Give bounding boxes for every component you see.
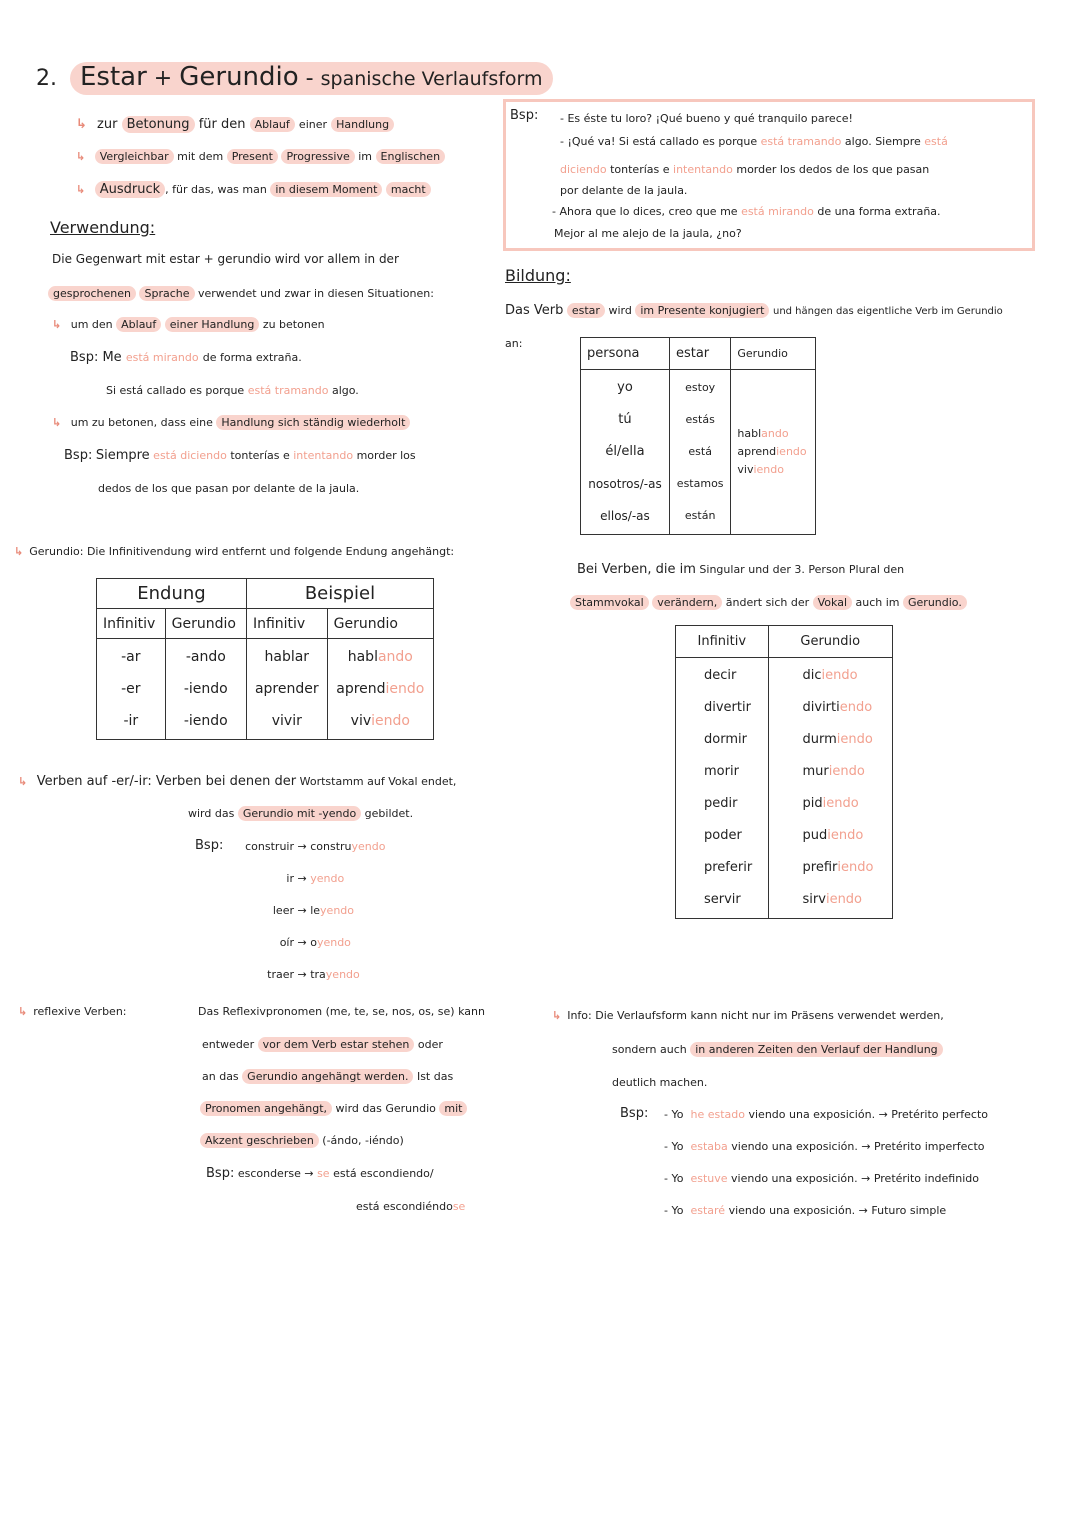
intro-text: für den (198, 117, 246, 132)
arrow-icon: ↳ (52, 416, 62, 429)
pink-text: estuve (690, 1172, 728, 1185)
info-examples (664, 1108, 988, 1236)
text: ändert (725, 596, 763, 609)
stamm-line-1 (577, 562, 904, 577)
stamm-infinitiv: divertir (704, 700, 751, 715)
stamm-infinitiv: preferir (704, 860, 753, 875)
highlight: estar (567, 303, 605, 318)
persona-cell: ellos/-as (600, 509, 650, 523)
gerundio-cell (737, 461, 809, 479)
stamm-header: Gerundio (768, 626, 892, 658)
ending: yendo (320, 904, 355, 917)
verwendung-line-2 (48, 287, 434, 300)
stamm-infinitiv: dormir (704, 732, 747, 747)
stamm-gerundio (803, 756, 886, 788)
text: 3. Person (794, 563, 846, 576)
stem: habl (347, 649, 378, 665)
example-box-line-4: por delante de la jaula. (560, 184, 688, 197)
highlight: im Presente konjugiert (635, 303, 769, 318)
highlight: Gerundio. (903, 595, 967, 610)
example-gerundio (334, 705, 427, 737)
ending-header: Endung (97, 579, 247, 609)
arrow-icon: ↳ (76, 150, 86, 163)
text: Vokal endet, (388, 775, 457, 788)
stem: durm (802, 732, 837, 747)
stem: tra (310, 968, 326, 981)
bsp-label: Bsp: (70, 350, 99, 365)
text: den (883, 563, 905, 576)
intro-text: mit (177, 150, 196, 163)
ending: iendo (837, 860, 874, 875)
stamm-gerundio (803, 660, 886, 692)
stem: sirv (802, 892, 826, 907)
highlight: einer Handlung (165, 317, 260, 332)
info-bsp-label: Bsp: (620, 1106, 649, 1121)
example-box-line-3 (560, 163, 929, 176)
example-box-line-1: - Es éste tu loro? ¡Qué bueno y qué tranquilo parece! (560, 112, 853, 125)
arrow-icon: → (304, 1167, 314, 1180)
verwendung-example-3 (64, 448, 416, 463)
estar-cell: estoy (685, 381, 716, 394)
reflexiv-line-1: Das Reflexivpronomen (me, te, se, nos, os, se) kann (198, 1005, 485, 1018)
text: (-ándo, -iéndo) (322, 1134, 404, 1147)
text: - Ahora que lo dices, creo que me (552, 205, 738, 218)
verwendung-example-1 (70, 350, 302, 365)
subject: - Yo (664, 1204, 684, 1217)
yendo-row (236, 968, 416, 1000)
text: viendo una exposición. (728, 1204, 856, 1217)
info-line-3: deutlich machen. (612, 1076, 708, 1089)
ending: ando (761, 427, 789, 440)
persona-cell: nosotros/-as (588, 477, 662, 491)
arrow-icon: ↳ (18, 775, 28, 788)
ending: iendo (822, 796, 859, 811)
intro-highlight: Ausdruck (95, 181, 165, 198)
text: de forma extraña. (202, 351, 302, 364)
arrow-icon: → (297, 872, 307, 885)
example-infinitiv: aprender (254, 681, 319, 697)
stem: aprend (737, 445, 777, 458)
highlight: verändern, (652, 595, 722, 610)
verwendung-heading: Verwendung: (50, 218, 156, 237)
ending: iendo (821, 668, 858, 683)
subheader: Gerundio (165, 609, 246, 639)
text: viendo una exposición. (748, 1108, 876, 1121)
text: viendo una exposición. (731, 1140, 858, 1153)
yendo-row (236, 840, 416, 872)
info-line-2 (612, 1043, 943, 1056)
text: Gerundio: Die Infinitivendung wird entfernt und folgende Endung angehängt: (29, 545, 455, 558)
text: está (333, 1167, 357, 1180)
arrow-icon: ↳ (76, 117, 87, 132)
bsp-label: Bsp: (64, 448, 93, 463)
intro-line-3 (76, 182, 431, 197)
text: sondern auch (612, 1043, 687, 1056)
info-row (664, 1204, 988, 1236)
text: sich der (765, 596, 810, 609)
subject: - Yo (664, 1172, 684, 1185)
intro-highlight: Ablauf (250, 117, 295, 132)
tense: → Pretérito perfecto (878, 1108, 988, 1121)
example-infinitiv: vivir (271, 713, 302, 729)
stem: pud (802, 828, 828, 843)
stem: divirti (802, 700, 840, 715)
example-box-line-5 (552, 205, 941, 218)
text: wird das Gerundio (335, 1102, 436, 1115)
subject: - Yo (664, 1108, 684, 1121)
example-box-line-2 (560, 135, 948, 148)
reflexiv-label (18, 1005, 127, 1018)
info-row (664, 1108, 988, 1140)
section-number: 2. (36, 66, 57, 91)
intro-highlight: Englischen (376, 149, 446, 164)
infinitive: ir (286, 872, 294, 885)
arrow-icon: ↳ (18, 1005, 28, 1018)
text: algo. (331, 384, 359, 397)
text: und der (748, 563, 791, 576)
estar-cell: está (688, 445, 712, 458)
ending: ando (377, 649, 413, 665)
conj-header-persona: persona (581, 338, 670, 370)
ending: iendo (825, 892, 863, 907)
intro-highlight: macht (386, 182, 431, 197)
stem: habl (737, 427, 762, 440)
tense: → Pretérito indefinido (861, 1172, 979, 1185)
ending: iendo (776, 445, 807, 458)
text: Si está callado es porque (106, 384, 245, 397)
highlight: Stammvokal (570, 595, 649, 610)
pink-text: se (452, 1200, 466, 1213)
example-box-line-6: Mejor al me alejo de la jaula, ¿no? (554, 227, 742, 240)
text: reflexive Verben: (33, 1005, 127, 1018)
bildung-heading: Bildung: (505, 266, 571, 285)
ending: iendo (827, 828, 864, 843)
yendo-row (236, 936, 416, 968)
highlight: Pronomen angehängt, (200, 1101, 332, 1116)
title-dash: - (305, 66, 314, 91)
ending-infinitiv: -ir (123, 713, 139, 729)
text: gebildet. (364, 807, 414, 820)
arrow-icon: ↳ (552, 1009, 562, 1022)
text: Info: Die Verlaufsform kann nicht nur im Präsens verwendet werden, (567, 1009, 944, 1022)
highlight: vor dem Verb estar stehen (258, 1037, 415, 1052)
arrow-icon: → (297, 840, 307, 853)
info-row (664, 1172, 988, 1204)
stem: dic (802, 668, 822, 683)
yendo-line-1 (18, 774, 456, 789)
intro-text: man (242, 183, 267, 196)
ending: yendo (310, 872, 345, 885)
text: algo. Siempre (844, 135, 921, 148)
text: de una forma extraña. (817, 205, 941, 218)
highlight: Ablauf (116, 317, 161, 332)
stamm-gerundio (803, 820, 886, 852)
stamm-infinitiv: morir (704, 764, 739, 779)
example-gerundio (334, 641, 427, 673)
subject: - Yo (664, 1140, 684, 1153)
ending-table (96, 578, 434, 740)
intro-text: einer (298, 118, 328, 131)
pink-text: está tramando (760, 135, 842, 148)
text: Plural (848, 563, 880, 576)
beispiel-header: Beispiel (246, 579, 433, 609)
ending: yendo (325, 968, 360, 981)
stamm-infinitiv: poder (704, 828, 742, 843)
text: Verben auf -er/-ir: Verben bei denen der (36, 774, 297, 789)
subheader: Gerundio (327, 609, 433, 639)
stamm-gerundio (803, 788, 886, 820)
yendo-row (236, 904, 416, 936)
highlight: in anderen Zeiten den Verlauf der Handlung (690, 1042, 942, 1057)
verwendung-example-2 (106, 384, 359, 397)
highlight: Vokal (813, 595, 852, 610)
bildung-line-2: an: (505, 337, 523, 350)
reflexiv-line-3 (202, 1070, 453, 1083)
pink-text: está (924, 135, 948, 148)
page-title (36, 62, 553, 92)
ending: iendo (828, 764, 865, 779)
stem: le (310, 904, 321, 917)
ending-infinitiv: -er (121, 681, 141, 697)
stamm-gerundio (803, 852, 886, 884)
intro-highlight: in diesem Moment (270, 182, 382, 197)
text: Siempre (95, 448, 150, 463)
text: morder los (356, 449, 416, 462)
gerundio-cell (737, 443, 809, 461)
stem: viv (737, 463, 754, 476)
conjugation-table (580, 337, 816, 535)
highlight: gesprochenen (48, 286, 136, 301)
arrow-icon: ↳ (76, 183, 86, 196)
text: morder los dedos de los que pasan (736, 163, 930, 176)
intro-text: im (358, 150, 373, 163)
pink-text: se (317, 1167, 330, 1180)
estar-cell: estás (685, 413, 715, 426)
ending: endo (839, 700, 873, 715)
pink-text: está mirando (741, 205, 814, 218)
stem: o (310, 936, 317, 949)
intro-text: dem (198, 150, 224, 163)
stem: viv (350, 713, 372, 729)
stem: mur (802, 764, 829, 779)
text: viendo una exposición. (731, 1172, 858, 1185)
text: está (356, 1200, 380, 1213)
highlight: Gerundio angehängt werden. (242, 1069, 413, 1084)
ending: iendo (753, 463, 784, 476)
tense: → Futuro simple (858, 1204, 947, 1217)
verwendung-line-4 (52, 416, 410, 429)
reflexiv-example-1 (206, 1166, 434, 1181)
verwendung-line-1: Die Gegenwart mit estar + gerundio wird vor allem in der (52, 252, 399, 266)
text: wird (608, 304, 632, 317)
reflexiv-line-5 (200, 1134, 404, 1147)
stamm-infinitiv: servir (704, 892, 741, 907)
pink-text: estaba (690, 1140, 728, 1153)
conj-header-estar: estar (669, 338, 730, 370)
estar-cell: están (684, 509, 716, 522)
text: Me (102, 350, 122, 365)
text: escondiendo/ (360, 1167, 434, 1180)
intro-highlight: Handlung (331, 117, 394, 132)
verwendung-line-3 (52, 318, 325, 331)
stamm-infinitiv: decir (704, 668, 737, 683)
text: esconderse (237, 1167, 301, 1180)
stem: aprend (336, 681, 386, 697)
text: auf (367, 775, 385, 788)
example-infinitiv: hablar (264, 649, 310, 665)
bsp-label: Bsp: (206, 1166, 235, 1181)
highlight: Gerundio mit -yendo (238, 806, 361, 821)
text: tonterías e (610, 163, 670, 176)
text: Bei Verben, die im (577, 562, 696, 577)
stamm-header: Infinitiv (676, 626, 769, 658)
stamm-table (675, 625, 893, 919)
ending: yendo (351, 840, 386, 853)
reflexiv-example-2 (356, 1200, 465, 1213)
intro-text: zur (97, 117, 118, 132)
subheader: Infinitiv (246, 609, 327, 639)
persona-cell: él/ella (605, 444, 645, 459)
pink-text: está diciendo (153, 449, 227, 462)
title-subtitle: spanische Verlaufsform (320, 68, 543, 90)
arrow-icon: ↳ (52, 318, 62, 331)
highlight: Handlung sich ständig wiederholt (216, 415, 410, 430)
intro-highlight: Present (227, 149, 278, 164)
pink-text: está mirando (125, 351, 199, 364)
text: Ist das (416, 1070, 454, 1083)
stem: prefir (802, 860, 838, 875)
highlight: Sprache (139, 286, 194, 301)
infinitive: leer (272, 904, 294, 917)
bildung-line-1 (505, 303, 1003, 318)
intro-highlight: Betonung (122, 116, 195, 133)
yendo-row (236, 872, 416, 904)
estar-cell: estamos (676, 477, 724, 490)
yendo-bsp-label: Bsp: (195, 838, 224, 853)
info-row (664, 1140, 988, 1172)
intro-text: , für das, was (165, 183, 239, 196)
pink-text: diciendo (560, 163, 607, 176)
ending: iendo (385, 681, 425, 697)
stem: constru (310, 840, 352, 853)
text: tonterías e (230, 449, 290, 462)
ending-infinitiv: -ar (121, 649, 141, 665)
ending: iendo (836, 732, 873, 747)
reflexiv-line-4 (200, 1102, 467, 1115)
stamm-gerundio (803, 692, 886, 724)
arrow-icon: → (297, 904, 307, 917)
title-estar: Estar (80, 62, 147, 92)
ending-gerundio: -iendo (183, 713, 228, 729)
intro-line-1 (76, 117, 394, 132)
text: auch im (855, 596, 900, 609)
pink-text: estaré (690, 1204, 726, 1217)
stamm-gerundio (803, 884, 886, 916)
yendo-line-2 (188, 807, 413, 820)
text: an das (202, 1070, 239, 1083)
highlight: mit (439, 1101, 467, 1116)
gerundio-rule (14, 545, 454, 558)
arrow-icon: → (297, 936, 307, 949)
tense: → Pretérito imperfecto (861, 1140, 985, 1153)
intro-line-2 (76, 150, 445, 163)
subheader: Infinitiv (97, 609, 166, 639)
text: wird das (188, 807, 235, 820)
conj-header-gerundio: Gerundio (731, 338, 816, 370)
text: Das Verb (505, 303, 564, 318)
reflexiv-line-2 (202, 1038, 443, 1051)
pink-text: intentando (293, 449, 354, 462)
highlight: Akzent geschrieben (200, 1133, 319, 1148)
example-box-label: Bsp: (510, 108, 539, 123)
ending-gerundio: -ando (185, 649, 226, 665)
ending-gerundio: -iendo (183, 681, 228, 697)
text: um den (70, 318, 113, 331)
text: Singular (699, 563, 745, 576)
infinitive: construir (245, 840, 294, 853)
pink-text: intentando (673, 163, 733, 176)
example-gerundio (334, 673, 427, 705)
text: zu betonen (262, 318, 325, 331)
text: - ¡Qué va! Si está callado es porque (560, 135, 758, 148)
ending: iendo (371, 713, 410, 729)
arrow-icon: → (297, 968, 307, 981)
pink-text: está tramando (247, 384, 329, 397)
text: Wortstamm (299, 775, 364, 788)
stamm-gerundio (803, 724, 886, 756)
infinitive: traer (267, 968, 294, 981)
text: um zu betonen, dass eine (70, 416, 213, 429)
title-plus: + (153, 66, 173, 91)
yendo-examples (236, 840, 416, 1000)
persona-cell: yo (617, 380, 633, 395)
intro-highlight: Progressive (281, 149, 354, 164)
text: entweder (202, 1038, 255, 1051)
text: escondiéndo (383, 1200, 453, 1213)
arrow-icon: ↳ (14, 545, 24, 558)
verwendung-example-4: dedos de los que pasan por delante de la jaula. (98, 482, 360, 495)
pink-text: he estado (690, 1108, 745, 1121)
text: verwendet und zwar in diesen Situationen: (198, 287, 434, 300)
text: und hängen das eigentliche Verb im Gerundio (772, 306, 1003, 317)
intro-highlight: Vergleichbar (95, 149, 174, 164)
stem: pid (802, 796, 823, 811)
stamm-line-2 (570, 596, 967, 609)
text: oder (417, 1038, 443, 1051)
gerundio-cell (737, 425, 809, 443)
ending: yendo (316, 936, 351, 949)
info-line-1 (552, 1009, 944, 1022)
title-gerundio: Gerundio (179, 62, 299, 92)
stamm-infinitiv: pedir (704, 796, 738, 811)
persona-cell: tú (618, 412, 632, 427)
infinitive: oír (279, 936, 294, 949)
